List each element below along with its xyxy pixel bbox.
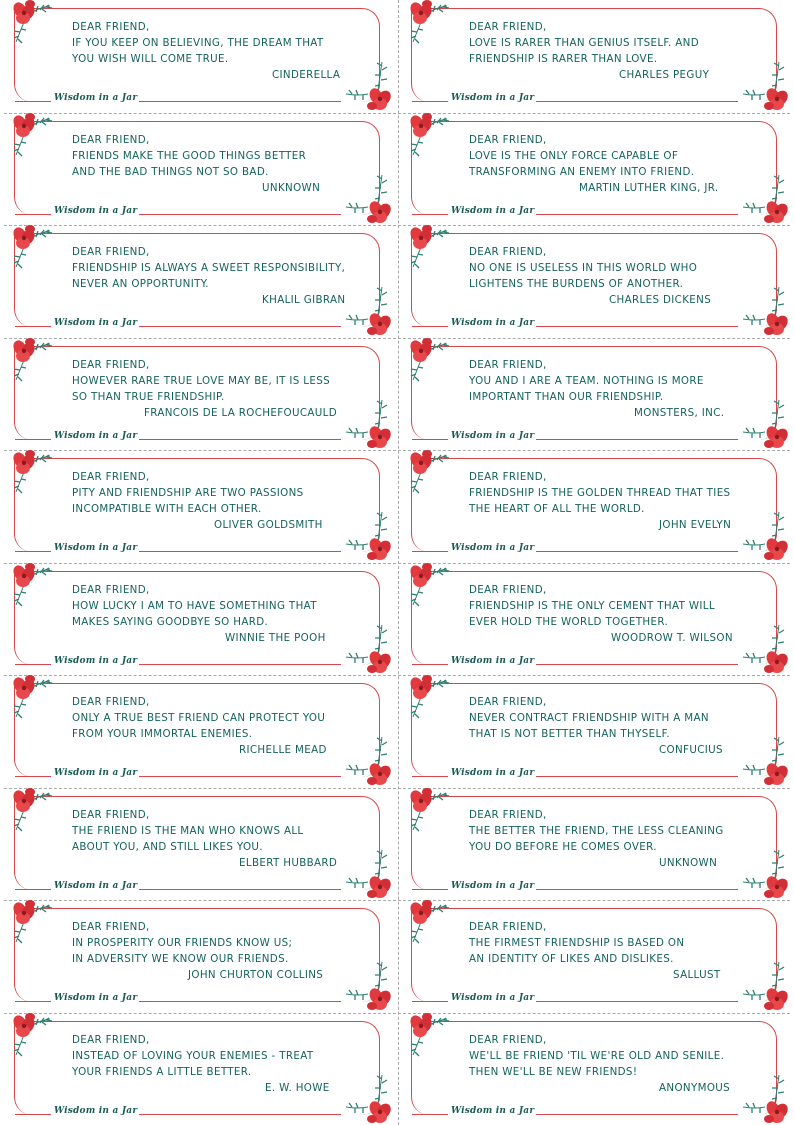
quote-author: MONSTERS, INC. — [634, 407, 725, 419]
quote-author: JOHN EVELYN — [659, 519, 732, 531]
quote-line: THE HEART OF ALL THE WORLD. — [469, 503, 645, 515]
quote-line: YOU DO BEFORE HE COMES OVER. — [469, 841, 657, 853]
frame-bottom-line — [533, 776, 738, 777]
brand-logo-text: Wisdom in a Jar — [54, 93, 138, 103]
salutation: DEAR FRIEND, — [469, 696, 547, 708]
brand-logo-text: Wisdom in a Jar — [54, 206, 138, 216]
quote-text — [469, 807, 779, 871]
frame-bottom-line — [412, 1001, 448, 1002]
salutation: DEAR FRIEND, — [72, 359, 150, 371]
quote-line: IN PROSPERITY OUR FRIENDS KNOW US; — [72, 937, 293, 949]
quote-line: LIGHTENS THE BURDENS OF ANOTHER. — [469, 278, 684, 290]
brand-logo-text: Wisdom in a Jar — [451, 318, 535, 328]
quote-text — [469, 244, 779, 308]
salutation: DEAR FRIEND, — [72, 696, 150, 708]
salutation: DEAR FRIEND, — [72, 584, 150, 596]
quote-text — [72, 1032, 382, 1096]
brand-logo-text: Wisdom in a Jar — [54, 881, 138, 891]
quote-author: E. W. HOWE — [265, 1082, 330, 1094]
quote-author: KHALIL GIBRAN — [262, 294, 346, 306]
salutation: DEAR FRIEND, — [469, 359, 547, 371]
frame-bottom-line — [136, 439, 341, 440]
quote-line: YOUR FRIENDS A LITTLE BETTER. — [72, 1066, 252, 1078]
quote-line: FRIENDSHIP IS ALWAYS A SWEET RESPONSIBILITY, — [72, 262, 346, 274]
quote-card — [6, 450, 392, 562]
quote-card — [403, 675, 789, 787]
quote-text — [72, 582, 382, 646]
quote-line: NEVER CONTRACT FRIENDSHIP WITH A MAN — [469, 712, 709, 724]
quote-text — [469, 919, 779, 983]
quote-text — [72, 807, 382, 871]
brand-logo-text: Wisdom in a Jar — [451, 768, 535, 778]
quote-line: AN IDENTITY OF LIKES AND DISLIKES. — [469, 953, 674, 965]
quote-line: THAT IS NOT BETTER THAN THYSELF. — [469, 728, 670, 740]
quote-line: HOWEVER RARE TRUE LOVE MAY BE, IT IS LESS — [72, 375, 331, 387]
quote-line: FRIENDSHIP IS THE ONLY CEMENT THAT WILL — [469, 600, 715, 612]
salutation: DEAR FRIEND, — [72, 246, 150, 258]
quote-author: MARTIN LUTHER KING, JR. — [579, 182, 719, 194]
quote-author: ELBERT HUBBARD — [239, 857, 338, 869]
salutation: DEAR FRIEND, — [469, 246, 547, 258]
red-flower-icon — [6, 221, 64, 273]
salutation: DEAR FRIEND, — [469, 921, 547, 933]
quote-line: THE BETTER THE FRIEND, THE LESS CLEANING — [469, 825, 724, 837]
frame-bottom-line — [533, 1001, 738, 1002]
quote-line: THE FRIEND IS THE MAN WHO KNOWS ALL — [72, 825, 304, 837]
frame-bottom-line — [15, 214, 51, 215]
frame-bottom-line — [533, 1114, 738, 1115]
red-flower-icon — [403, 896, 461, 948]
frame-bottom-line — [15, 439, 51, 440]
quote-card — [403, 225, 789, 337]
quote-card — [403, 563, 789, 675]
quote-author: OLIVER GOLDSMITH — [214, 519, 323, 531]
red-flower-icon — [6, 784, 64, 836]
salutation: DEAR FRIEND, — [72, 921, 150, 933]
frame-bottom-line — [136, 664, 341, 665]
quote-author: UNKNOWN — [659, 857, 718, 869]
frame-bottom-line — [15, 664, 51, 665]
frame-bottom-line — [15, 1114, 51, 1115]
quote-line: EVER HOLD THE WORLD TOGETHER. — [469, 616, 669, 628]
frame-bottom-line — [412, 326, 448, 327]
quote-line: YOU WISH WILL COME TRUE. — [72, 53, 229, 65]
quote-card — [6, 338, 392, 450]
brand-logo-text: Wisdom in a Jar — [451, 431, 535, 441]
frame-bottom-line — [533, 551, 738, 552]
red-flower-icon — [403, 109, 461, 161]
salutation: DEAR FRIEND, — [72, 134, 150, 146]
frame-bottom-line — [412, 439, 448, 440]
quote-line: INCOMPATIBLE WITH EACH OTHER. — [72, 503, 262, 515]
salutation: DEAR FRIEND, — [469, 584, 547, 596]
brand-logo-text: Wisdom in a Jar — [54, 656, 138, 666]
quote-line: IF YOU KEEP ON BELIEVING, THE DREAM THAT — [72, 37, 324, 49]
brand-logo-text: Wisdom in a Jar — [451, 881, 535, 891]
red-flower-icon — [403, 671, 461, 723]
quote-card — [6, 0, 392, 112]
quote-line: ONLY A TRUE BEST FRIEND CAN PROTECT YOU — [72, 712, 326, 724]
quote-text — [72, 357, 382, 421]
frame-bottom-line — [136, 551, 341, 552]
quote-card — [6, 113, 392, 225]
quote-text — [469, 582, 779, 646]
brand-logo-text: Wisdom in a Jar — [54, 993, 138, 1003]
salutation: DEAR FRIEND, — [469, 809, 547, 821]
red-flower-icon — [6, 896, 64, 948]
quote-card — [6, 225, 392, 337]
frame-bottom-line — [136, 1114, 341, 1115]
red-flower-icon — [6, 446, 64, 498]
brand-logo-text: Wisdom in a Jar — [451, 1106, 535, 1116]
quote-line: FRIENDSHIP IS RARER THAN LOVE. — [469, 53, 658, 65]
salutation: DEAR FRIEND, — [469, 1034, 547, 1046]
red-flower-icon — [403, 334, 461, 386]
salutation: DEAR FRIEND, — [72, 809, 150, 821]
quote-author: JOHN CHURTON COLLINS — [188, 969, 324, 981]
brand-logo-text: Wisdom in a Jar — [54, 543, 138, 553]
quote-card — [6, 1013, 392, 1125]
red-flower-icon — [403, 784, 461, 836]
quote-card — [403, 450, 789, 562]
red-flower-icon — [6, 109, 64, 161]
quote-author: FRANCOIS DE LA ROCHEFOUCAULD — [144, 407, 338, 419]
frame-bottom-line — [136, 326, 341, 327]
red-flower-icon — [6, 334, 64, 386]
quote-author: CHARLES DICKENS — [609, 294, 712, 306]
quote-text — [72, 919, 382, 983]
quote-text — [469, 19, 779, 83]
quote-author: RICHELLE MEAD — [239, 744, 327, 756]
quote-author: WINNIE THE POOH — [225, 632, 326, 644]
quote-author: ANONYMOUS — [659, 1082, 731, 1094]
quote-line: IN ADVERSITY WE KNOW OUR FRIENDS. — [72, 953, 289, 965]
quote-card — [403, 338, 789, 450]
quote-author: WOODROW T. WILSON — [611, 632, 733, 644]
frame-bottom-line — [412, 889, 448, 890]
quote-line: FRIENDS MAKE THE GOOD THINGS BETTER — [72, 150, 307, 162]
quote-card — [6, 563, 392, 675]
red-flower-icon — [403, 1009, 461, 1061]
frame-bottom-line — [15, 326, 51, 327]
quote-text — [469, 132, 779, 196]
salutation: DEAR FRIEND, — [72, 1034, 150, 1046]
frame-bottom-line — [136, 1001, 341, 1002]
red-flower-icon — [403, 221, 461, 273]
frame-bottom-line — [136, 214, 341, 215]
brand-logo-text: Wisdom in a Jar — [451, 543, 535, 553]
quote-card — [403, 0, 789, 112]
quote-card — [403, 788, 789, 900]
quote-line: TRANSFORMING AN ENEMY INTO FRIEND. — [469, 166, 695, 178]
brand-logo-text: Wisdom in a Jar — [54, 1106, 138, 1116]
quote-text — [469, 357, 779, 421]
quote-author: CONFUCIUS — [659, 744, 723, 756]
brand-logo-text: Wisdom in a Jar — [54, 768, 138, 778]
quote-line: PITY AND FRIENDSHIP ARE TWO PASSIONS — [72, 487, 304, 499]
frame-bottom-line — [533, 326, 738, 327]
quote-text — [72, 694, 382, 758]
frame-bottom-line — [15, 101, 51, 102]
frame-bottom-line — [533, 439, 738, 440]
frame-bottom-line — [412, 664, 448, 665]
quote-line: HOW LUCKY I AM TO HAVE SOMETHING THAT — [72, 600, 317, 612]
quote-text — [72, 244, 382, 308]
quote-text — [469, 694, 779, 758]
quote-line: AND THE BAD THINGS NOT SO BAD. — [72, 166, 269, 178]
quote-line: NO ONE IS USELESS IN THIS WORLD WHO — [469, 262, 698, 274]
frame-bottom-line — [412, 214, 448, 215]
salutation: DEAR FRIEND, — [72, 21, 150, 33]
frame-bottom-line — [412, 776, 448, 777]
red-flower-icon — [6, 1009, 64, 1061]
brand-logo-text: Wisdom in a Jar — [451, 656, 535, 666]
frame-bottom-line — [136, 776, 341, 777]
brand-logo-text: Wisdom in a Jar — [451, 93, 535, 103]
red-flower-icon — [403, 446, 461, 498]
quote-line: LOVE IS RARER THAN GENIUS ITSELF. AND — [469, 37, 699, 49]
frame-bottom-line — [533, 214, 738, 215]
quote-text — [72, 132, 382, 196]
quote-line: THE FIRMEST FRIENDSHIP IS BASED ON — [469, 937, 685, 949]
quote-author: CHARLES PEGUY — [619, 69, 710, 81]
frame-bottom-line — [15, 889, 51, 890]
frame-bottom-line — [533, 664, 738, 665]
quote-line: NEVER AN OPPORTUNITY. — [72, 278, 209, 290]
frame-bottom-line — [136, 101, 341, 102]
quote-line: WE'LL BE FRIEND 'TIL WE'RE OLD AND SENILE. — [469, 1050, 725, 1062]
quote-text — [72, 19, 382, 83]
salutation: DEAR FRIEND, — [469, 471, 547, 483]
salutation: DEAR FRIEND, — [72, 471, 150, 483]
frame-bottom-line — [533, 889, 738, 890]
quote-line: LOVE IS THE ONLY FORCE CAPABLE OF — [469, 150, 679, 162]
brand-logo-text: Wisdom in a Jar — [54, 318, 138, 328]
quote-card — [6, 900, 392, 1012]
frame-bottom-line — [136, 889, 341, 890]
salutation: DEAR FRIEND, — [469, 21, 547, 33]
brand-logo-text: Wisdom in a Jar — [451, 206, 535, 216]
red-flower-icon — [6, 0, 64, 48]
red-flower-icon — [6, 671, 64, 723]
quote-line: IMPORTANT THAN OUR FRIENDSHIP. — [469, 391, 664, 403]
red-flower-icon — [403, 0, 461, 48]
frame-bottom-line — [412, 1114, 448, 1115]
salutation: DEAR FRIEND, — [469, 134, 547, 146]
quote-text — [469, 469, 779, 533]
quote-line: FRIENDSHIP IS THE GOLDEN THREAD THAT TIES — [469, 487, 731, 499]
quote-author: CINDERELLA — [272, 69, 341, 81]
quote-card — [403, 113, 789, 225]
quote-card — [6, 675, 392, 787]
red-flower-icon — [403, 559, 461, 611]
frame-bottom-line — [15, 1001, 51, 1002]
quote-author: UNKNOWN — [262, 182, 321, 194]
quote-line: THEN WE'LL BE NEW FRIENDS! — [469, 1066, 638, 1078]
red-flower-icon — [6, 559, 64, 611]
quote-line: MAKES SAYING GOODBYE SO HARD. — [72, 616, 269, 628]
quote-card — [403, 1013, 789, 1125]
quote-line: YOU AND I ARE A TEAM. NOTHING IS MORE — [469, 375, 704, 387]
frame-bottom-line — [15, 551, 51, 552]
quote-author: SALLUST — [673, 969, 721, 981]
quote-line: FROM YOUR IMMORTAL ENEMIES. — [72, 728, 253, 740]
brand-logo-text: Wisdom in a Jar — [451, 993, 535, 1003]
frame-bottom-line — [15, 776, 51, 777]
frame-bottom-line — [412, 101, 448, 102]
quote-line: ABOUT YOU, AND STILL LIKES YOU. — [72, 841, 263, 853]
brand-logo-text: Wisdom in a Jar — [54, 431, 138, 441]
quote-line: INSTEAD OF LOVING YOUR ENEMIES - TREAT — [72, 1050, 314, 1062]
quote-line: SO THAN TRUE FRIENDSHIP. — [72, 391, 225, 403]
frame-bottom-line — [533, 101, 738, 102]
quote-card — [403, 900, 789, 1012]
quote-card — [6, 788, 392, 900]
quote-text — [72, 469, 382, 533]
frame-bottom-line — [412, 551, 448, 552]
quote-text — [469, 1032, 779, 1096]
